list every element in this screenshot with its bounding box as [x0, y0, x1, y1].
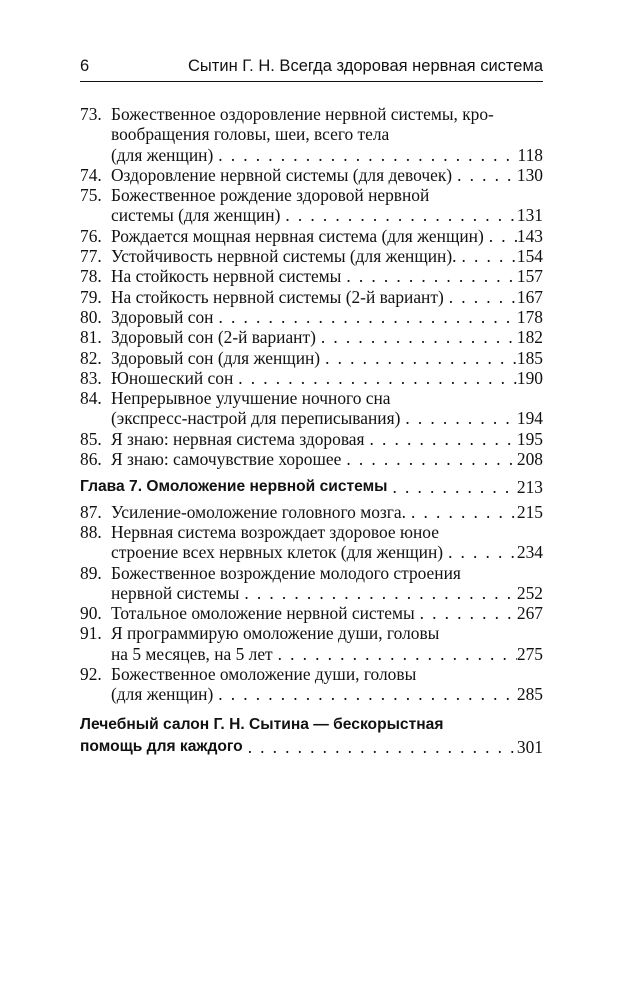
- entry-page: 267: [516, 603, 543, 624]
- leader-dots: [243, 736, 517, 758]
- toc-entry[interactable]: [80, 307, 543, 327]
- toc-entry[interactable]: [80, 664, 543, 705]
- entry-text: (экспресс-настрой для переписывания): [111, 408, 401, 429]
- toc-entry-line: [80, 104, 543, 124]
- chapter-title: Глава 7. Омоложение нервной системы: [80, 478, 388, 496]
- entry-indent: [80, 408, 111, 428]
- entry-number: 84.: [80, 388, 102, 409]
- entry-text-wrap: [111, 368, 517, 388]
- toc-entry-line: [80, 542, 543, 562]
- entry-number: 74.: [80, 164, 102, 185]
- entry-text: (для женщин): [111, 684, 214, 705]
- entry-text: на 5 месяцев, на 5 лет: [111, 643, 273, 664]
- entry-text: строение всех нервных клеток (для женщин): [111, 542, 444, 563]
- toc-entry-line: [80, 348, 543, 368]
- entry-text: Усиление-омоложение головного мозга.: [111, 501, 406, 522]
- leader-dots: [387, 477, 516, 497]
- leader-dots: [213, 684, 517, 704]
- entry-text: Здоровый сон: [111, 306, 214, 327]
- entry-text: Я знаю: нервная система здоровая: [111, 428, 365, 449]
- leader-dots: [365, 429, 517, 449]
- leader-dots: [415, 603, 517, 623]
- entry-indent: [80, 644, 111, 664]
- entry-text: системы (для женщин): [111, 205, 281, 226]
- final-entry[interactable]: [80, 714, 543, 758]
- entry-number: 79.: [80, 286, 102, 307]
- entry-indent: [80, 124, 111, 144]
- entry-text: Я знаю: самочувствие хорошее: [111, 449, 342, 470]
- toc-entry[interactable]: [80, 368, 543, 388]
- entry-number: 77.: [80, 246, 102, 267]
- leader-dots: [320, 348, 517, 368]
- entry-text-wrap: [111, 327, 517, 347]
- toc-entry-line: [80, 603, 543, 623]
- entry-page: 275: [516, 643, 543, 664]
- entry-text: Юношеский сон: [111, 367, 234, 388]
- entry-text-wrap: [111, 165, 517, 185]
- entry-text-wrap: [111, 644, 517, 664]
- leader-dots: [213, 145, 517, 165]
- entry-text: На стойкость нервной системы (2-й вариант): [111, 286, 444, 307]
- entry-text-wrap: [111, 124, 543, 144]
- toc-entry[interactable]: [80, 429, 543, 449]
- leader-dots: [341, 449, 517, 469]
- entry-text: Божественное омоложение души, головы: [111, 664, 417, 685]
- entry-text-wrap: [111, 226, 517, 246]
- final-entry-text: Лечебный салон Г. Н. Сытина — бескорыстная: [80, 715, 444, 733]
- toc-entry-line: [80, 266, 543, 286]
- table-of-contents: [80, 104, 543, 758]
- entry-text: Рождается мощная нервная система (для женщин): [111, 225, 484, 246]
- entry-text-wrap: [111, 246, 517, 266]
- toc-entry-line: [80, 623, 543, 643]
- entry-text: (для женщин): [111, 144, 214, 165]
- entry-text-wrap: [111, 185, 543, 205]
- toc-entry-line: [80, 522, 543, 542]
- entry-page: 182: [516, 327, 543, 348]
- chapter-page: 213: [516, 477, 543, 498]
- toc-entry[interactable]: [80, 185, 543, 226]
- entry-text-wrap: [111, 563, 543, 583]
- toc-entry-line: [80, 502, 543, 522]
- toc-entry[interactable]: [80, 563, 543, 604]
- entry-text-wrap: [111, 287, 517, 307]
- entry-text: Божественное возрождение молодого строения: [111, 562, 461, 583]
- entry-number: 86.: [80, 449, 102, 470]
- toc-entry-line: [80, 563, 543, 583]
- entry-text: Нервная система возрождает здоровое юное: [111, 521, 439, 542]
- leader-dots: [233, 368, 517, 388]
- entry-number: 82.: [80, 347, 102, 368]
- entry-text: Здоровый сон (2-й вариант): [111, 327, 316, 348]
- entry-text-wrap: [111, 266, 517, 286]
- entry-page: 252: [516, 582, 543, 603]
- toc-entry-line: [80, 205, 543, 225]
- entry-page: 131: [516, 205, 543, 226]
- entry-page: 154: [516, 246, 543, 267]
- entry-indent: [80, 145, 111, 165]
- toc-entry-line: [80, 226, 543, 246]
- entry-text-wrap: [111, 348, 517, 368]
- toc-entry-line: [80, 644, 543, 664]
- entry-number: 91.: [80, 623, 102, 644]
- entry-number: 90.: [80, 603, 102, 624]
- toc-entry-line: [80, 124, 543, 144]
- running-title: Сытин Г. Н. Всегда здоровая нервная система: [188, 57, 543, 75]
- entry-page: 285: [516, 684, 543, 705]
- toc-entry-line: [80, 583, 543, 603]
- entry-indent: [80, 205, 111, 225]
- entry-page: 208: [516, 449, 543, 470]
- entry-indent: [80, 542, 111, 562]
- toc-entry[interactable]: [80, 246, 543, 266]
- leader-dots: [280, 205, 517, 225]
- entry-number: 73.: [80, 104, 102, 124]
- toc-entries-part-1: [80, 104, 543, 469]
- entry-indent: [80, 684, 111, 704]
- entry-page: 234: [516, 542, 543, 563]
- toc-entry-line: [80, 246, 543, 266]
- toc-entry-line: [80, 684, 543, 704]
- entry-text-wrap: [111, 408, 517, 428]
- entry-text: Устойчивость нервной системы (для женщин).: [111, 246, 457, 267]
- entry-page: 178: [516, 306, 543, 327]
- entry-number: 80.: [80, 306, 102, 327]
- entry-text: Божественное рождение здоровой нервной: [111, 185, 430, 206]
- page-number: 6: [80, 57, 90, 75]
- entry-text: Оздоровление нервной системы (для девочек): [111, 164, 453, 185]
- entry-number: 85.: [80, 428, 102, 449]
- entry-text-wrap: [111, 684, 517, 704]
- entry-text: Тотальное омоложение нервной системы: [111, 603, 415, 624]
- toc-entry[interactable]: [80, 226, 543, 246]
- entry-number: 88.: [80, 521, 102, 542]
- toc-entries-part-2: [80, 502, 543, 705]
- final-entry-line: [80, 714, 543, 736]
- entry-page: 190: [516, 367, 543, 388]
- entry-text: Божественное оздоровление нервной системы, кро-: [111, 104, 494, 124]
- entry-number: 81.: [80, 327, 102, 348]
- toc-entry[interactable]: [80, 623, 543, 664]
- toc-entry[interactable]: [80, 266, 543, 286]
- leader-dots: [400, 408, 516, 428]
- entry-text-wrap: [111, 522, 543, 542]
- entry-text: Здоровый сон (для женщин): [111, 347, 321, 368]
- entry-text-wrap: [111, 307, 517, 327]
- entry-number: 87.: [80, 501, 102, 522]
- entry-text-wrap: [111, 623, 543, 643]
- toc-entry[interactable]: [80, 327, 543, 347]
- entry-text-wrap: [111, 205, 517, 225]
- toc-entry-line: [80, 165, 543, 185]
- leader-dots: [239, 583, 517, 603]
- toc-entry[interactable]: [80, 522, 543, 563]
- toc-entry-line: [80, 429, 543, 449]
- entry-page: 195: [516, 428, 543, 449]
- entry-text-wrap: [111, 603, 517, 623]
- final-entry-page: 301: [516, 736, 543, 757]
- leader-dots: [213, 307, 516, 327]
- entry-page: 215: [516, 501, 543, 522]
- entry-text: вообращения головы, шеи, всего тела: [111, 124, 390, 145]
- leader-dots: [457, 246, 517, 266]
- toc-entry-line: [80, 449, 543, 469]
- running-header: [80, 57, 543, 76]
- entry-text-wrap: [111, 145, 518, 165]
- entry-number: 83.: [80, 367, 102, 388]
- toc-entry-line: [80, 664, 543, 684]
- toc-entry-line: [80, 185, 543, 205]
- entry-text: нервной системы: [111, 582, 240, 603]
- entry-text-wrap: [111, 104, 543, 124]
- toc-entry-line: [80, 307, 543, 327]
- chapter-heading[interactable]: [80, 477, 543, 497]
- leader-dots: [443, 542, 517, 562]
- toc-entry[interactable]: [80, 104, 543, 165]
- header-rule: [80, 81, 543, 82]
- entry-indent: [80, 583, 111, 603]
- leader-dots: [273, 644, 517, 664]
- toc-entry-line: [80, 145, 543, 165]
- leader-dots: [452, 165, 517, 185]
- entry-page: 167: [516, 286, 543, 307]
- toc-entry-line: [80, 388, 543, 408]
- leader-dots: [484, 226, 517, 246]
- toc-entry-line: [80, 287, 543, 307]
- entry-text-wrap: [111, 388, 543, 408]
- entry-text: Непрерывное улучшение ночного сна: [111, 388, 391, 409]
- leader-dots: [341, 266, 517, 286]
- entry-page: 194: [516, 408, 543, 429]
- entry-text: На стойкость нервной системы: [111, 266, 342, 287]
- entry-text-wrap: [111, 502, 517, 522]
- entry-number: 89.: [80, 562, 102, 583]
- toc-entry[interactable]: [80, 603, 543, 623]
- toc-entry[interactable]: [80, 165, 543, 185]
- entry-page: 185: [516, 347, 543, 368]
- entry-page: 143: [516, 225, 543, 246]
- toc-entry[interactable]: [80, 502, 543, 522]
- entry-text-wrap: [111, 449, 517, 469]
- toc-entry-line: [80, 408, 543, 428]
- toc-entry[interactable]: [80, 287, 543, 307]
- leader-dots: [444, 287, 517, 307]
- final-entry-line: [80, 736, 543, 758]
- entry-text-wrap: [111, 429, 517, 449]
- entry-text-wrap: [111, 542, 517, 562]
- entry-page: 157: [516, 266, 543, 287]
- leader-dots: [406, 502, 517, 522]
- entry-page: 130: [516, 164, 543, 185]
- entry-page: 118: [517, 144, 543, 165]
- final-entry-text: помощь для каждого: [80, 737, 243, 755]
- toc-entry[interactable]: [80, 388, 543, 429]
- toc-entry-line: [80, 327, 543, 347]
- leader-dots: [316, 327, 517, 347]
- entry-text-wrap: [111, 664, 543, 684]
- entry-number: 92.: [80, 664, 102, 685]
- toc-entry-line: [80, 368, 543, 388]
- entry-number: 78.: [80, 266, 102, 287]
- toc-entry[interactable]: [80, 348, 543, 368]
- toc-entry[interactable]: [80, 449, 543, 469]
- entry-number: 76.: [80, 225, 102, 246]
- entry-text: Я программирую омоложение души, головы: [111, 623, 440, 644]
- entry-number: 75.: [80, 185, 102, 206]
- entry-text-wrap: [111, 583, 517, 603]
